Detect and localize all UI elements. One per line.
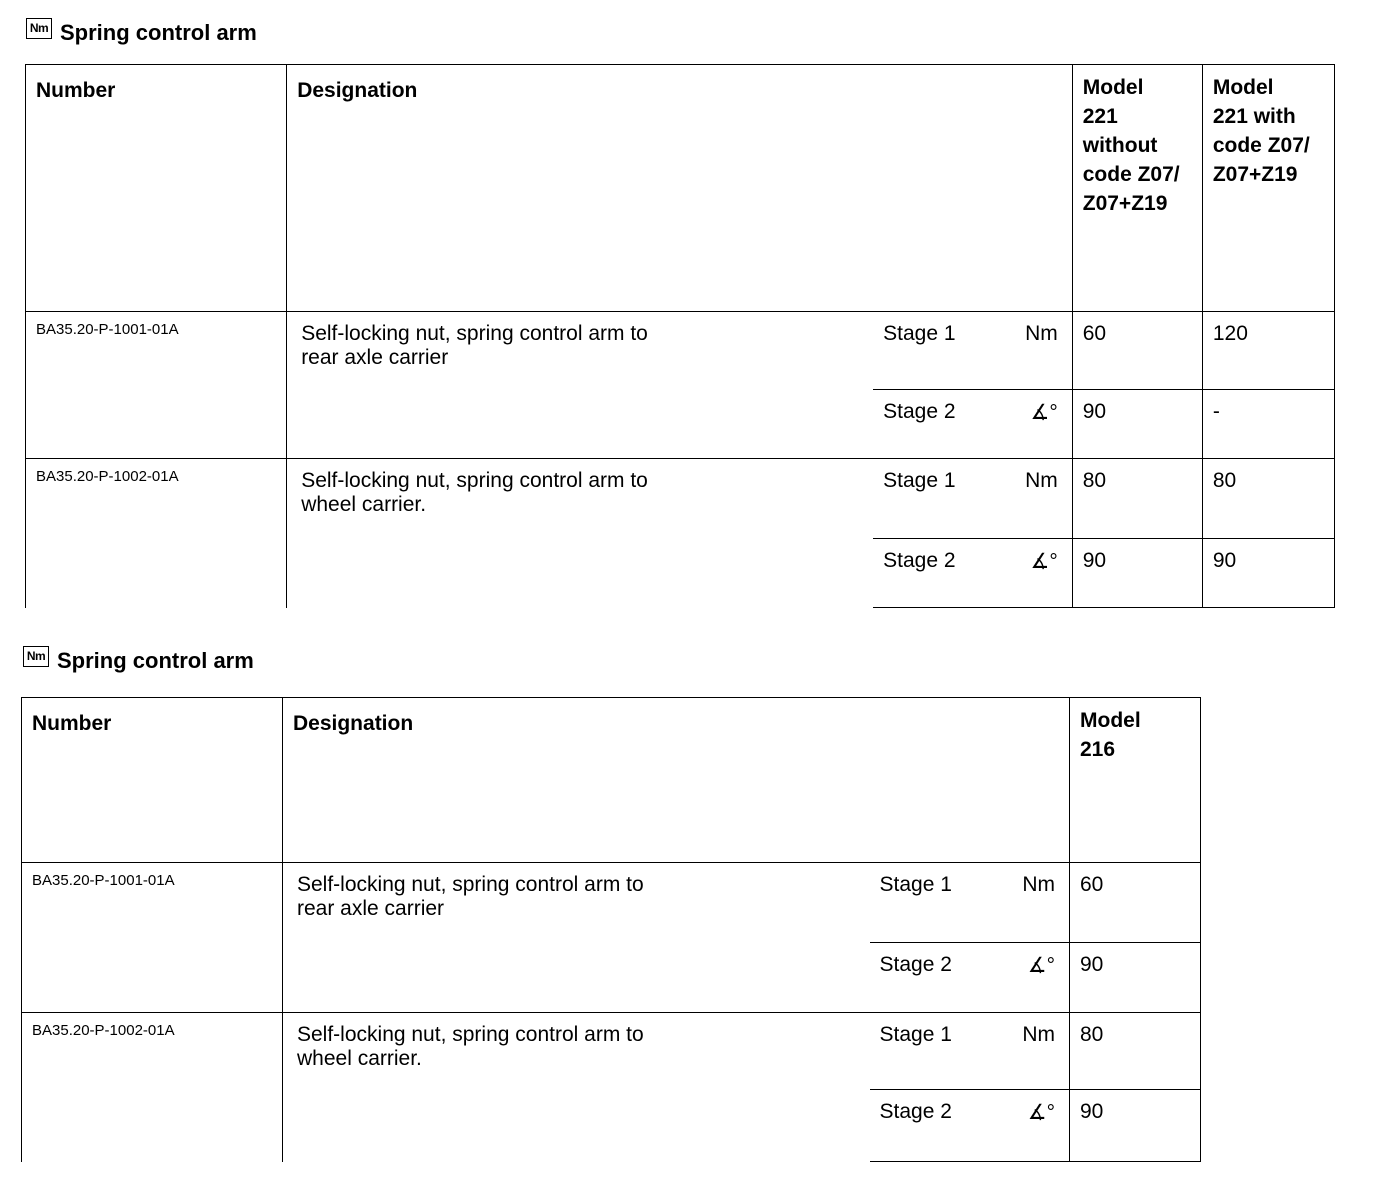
- torque-nm-icon: Nm: [23, 646, 49, 667]
- unit-nm: Nm: [1013, 312, 1072, 390]
- header-model-221-with: Model 221 with code Z07/ Z07+Z19: [1202, 65, 1334, 312]
- stage-label: Stage 2: [870, 943, 1010, 1013]
- angle-value: -: [1202, 390, 1334, 459]
- torque-value: 60: [1072, 312, 1202, 390]
- part-number: BA35.20-P-1002-01A: [22, 1013, 283, 1162]
- angle-value: 90: [1072, 390, 1202, 459]
- table-header-row: [26, 65, 1335, 312]
- header-number: Number: [26, 65, 287, 312]
- stage-label: Stage 1: [870, 863, 1010, 943]
- part-number: BA35.20-P-1001-01A: [26, 312, 287, 459]
- angle-icon: ∡°: [1010, 943, 1070, 1013]
- section-title-text: Spring control arm: [60, 20, 257, 45]
- stage-label: Stage 1: [870, 1013, 1010, 1090]
- torque-table-216: [21, 697, 1201, 1162]
- part-number: BA35.20-P-1001-01A: [22, 863, 283, 1013]
- header-number: Number: [22, 698, 283, 863]
- table-row: [26, 459, 1335, 539]
- header-model-216: Model 216: [1070, 698, 1201, 863]
- stage-label: Stage 2: [873, 539, 1013, 608]
- torque-value: 80: [1072, 459, 1202, 539]
- designation-text: Self-locking nut, spring control arm to wheel carrier.: [287, 459, 873, 608]
- designation-text: Self-locking nut, spring control arm to wheel carrier.: [283, 1013, 870, 1162]
- unit-nm: Nm: [1010, 1013, 1070, 1090]
- section-title-text: Spring control arm: [57, 648, 254, 673]
- angle-icon: ∡°: [1013, 390, 1072, 459]
- angle-value: 90: [1070, 943, 1201, 1013]
- stage-label: Stage 2: [870, 1090, 1010, 1162]
- angle-value: 90: [1070, 1090, 1201, 1162]
- torque-nm-icon: Nm: [26, 18, 52, 39]
- section-2-title: [23, 648, 254, 674]
- unit-nm: Nm: [1013, 459, 1072, 539]
- designation-text: Self-locking nut, spring control arm to rear axle carrier: [283, 863, 870, 1013]
- stage-label: Stage 2: [873, 390, 1013, 459]
- table-header-row: [22, 698, 1201, 863]
- header-model-221-without: Model 221 without code Z07/ Z07+Z19: [1072, 65, 1202, 312]
- unit-nm: Nm: [1010, 863, 1070, 943]
- stage-label: Stage 1: [873, 312, 1013, 390]
- torque-value: 120: [1202, 312, 1334, 390]
- table-row: [22, 863, 1201, 943]
- torque-value: 80: [1070, 1013, 1201, 1090]
- angle-icon: ∡°: [1013, 539, 1072, 608]
- angle-value: 90: [1202, 539, 1334, 608]
- angle-value: 90: [1072, 539, 1202, 608]
- table-row: [22, 1013, 1201, 1090]
- stage-label: Stage 1: [873, 459, 1013, 539]
- torque-value: 60: [1070, 863, 1201, 943]
- section-1-title: [26, 20, 257, 46]
- torque-table-221: [25, 64, 1335, 608]
- torque-value: 80: [1202, 459, 1334, 539]
- part-number: BA35.20-P-1002-01A: [26, 459, 287, 608]
- header-designation: Designation: [283, 698, 1070, 863]
- angle-icon: ∡°: [1010, 1090, 1070, 1162]
- table-row: [26, 312, 1335, 390]
- header-designation: Designation: [287, 65, 1073, 312]
- designation-text: Self-locking nut, spring control arm to rear axle carrier: [287, 312, 873, 459]
